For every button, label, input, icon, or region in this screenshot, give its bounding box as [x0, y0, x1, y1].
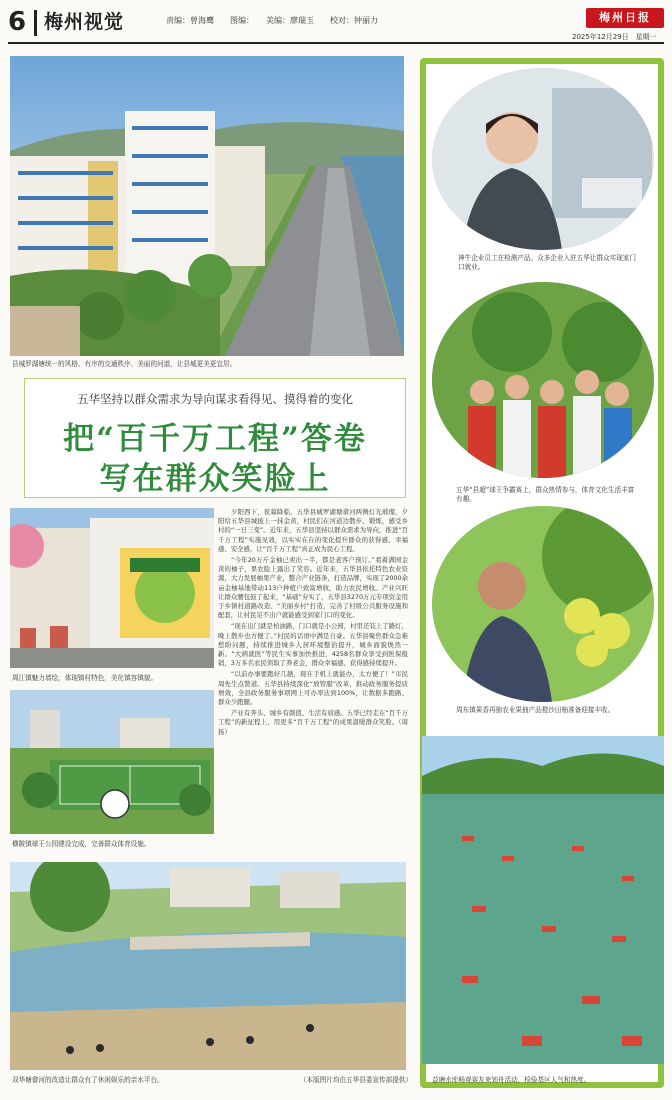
photo-paddleboard-race — [422, 736, 664, 1064]
section-title: 梅州视觉 — [44, 11, 125, 33]
article-paragraph: “今年20万斤金柚已卖出一半，都是老客户预订。”看着满园金黄的柚子，果农脸上露出了笑容。近年来，五华县依托特色农业资源，大力发展柚果产业，整合产业链条，打造品牌，实现了2000余亩金柚基地带动113户种植户致富增收，助力农民增收。产业兴旺让群众腰包鼓了起来，“基础”夯实了，五华县3270万元专项资金用于乡镇村道路改造、“美丽乡村”打造，完善了村级公共服务设施和配套，让村民足不出户就能感受到家门口的变化。 — [218, 556, 408, 620]
staff-credits: 责编：曾海鹰 图编： 美编：廖瑞玉 校对：钟丽力 — [166, 16, 378, 25]
article-body — [218, 508, 408, 838]
headline-line-2: 写在群众笑脸上 — [99, 461, 331, 497]
pomelo-farmer-illustration — [432, 506, 654, 702]
caption-football-park: 横陂镇球王公园建设完成，完善群众体育设施。 — [12, 840, 151, 848]
photo-pomelo-farmer — [432, 506, 654, 702]
caption-football-fans: 五华“县超”球王争霸赛上，群众热情参与，体育文化生活丰富有趣。 — [456, 486, 635, 503]
headline-box — [24, 378, 406, 498]
mural-street-illustration — [10, 508, 214, 668]
photo-riverside — [10, 862, 406, 1070]
article-paragraph: 产业有奔头、城乡有颜值、生活有质感。五华已经走在“百千万工程”的新征程上，用更多“百千万工程”的成果温暖群众笑脸。（周扬） — [218, 709, 408, 736]
football-park-illustration — [10, 690, 214, 834]
subheadline: 五华坚持以群众需求为导向谋求看得见、摸得着的变化 — [77, 392, 353, 406]
photo-factory-worker — [432, 68, 654, 250]
header-rule — [8, 42, 664, 44]
caption-riverside: 双华塘畲河的改造让群众有了休闲娱乐的亲水平台。 — [12, 1076, 164, 1084]
photo-mural-street — [10, 508, 214, 668]
photo-football-fans — [432, 282, 654, 478]
paddleboard-illustration — [422, 736, 664, 1064]
football-fans-illustration — [432, 282, 654, 478]
photo-credit: （本版图片均由五华县委宣传部提供） — [299, 1076, 412, 1084]
article-paragraph: “以前办事要跑好几趟，现在手机上就能办，太方便了！”市民周先生点赞道。五华县持续深化“放管服”改革，推动政务服务提质增效，全县政务服务事项网上可办率达到100%，让数据多跑路、群众少跑腿。 — [218, 670, 408, 707]
town-aerial-illustration — [10, 56, 404, 356]
article-paragraph: “现在出门就是柏油路，门口就是小公园，村里还装上了路灯，晚上散步也方便了。”村民的话语中满是自豪。五华县聚焦群众急难愁盼问题，持续推进城乡人居环境整治提升，城乡面貌焕然一新。“大病就医”等民生实事加快推进，4258名群众享受到医保报销，3万多名农民领取了养老金，群众幸福感、获得感持续提升。 — [218, 622, 408, 668]
newspaper-logo: 梅州日报 — [586, 8, 664, 28]
headline-line-1: 把“百千万工程”答卷 — [63, 421, 367, 457]
caption-factory-worker: 神牛企业员工在检测产品。众多企业入驻五华让群众实现家门口就业。 — [458, 254, 637, 271]
caption-pomelo-farmer: 周东镇果香再抽农业果抽产品橙沙田柚准备迎接丰收。 — [456, 706, 615, 714]
riverside-illustration — [10, 862, 406, 1070]
factory-worker-illustration — [432, 68, 654, 250]
article-paragraph: 夕阳西下，夜幕降临，五华县城罗湖塘畲河两侧灯光璀璨，夕阳给五华县城披上一抹金黄，村民们在河道边散步、锻炼，感受乡村的“一日三变”。近年来，五华县坚持以群众需求为导向，推进“百千万工程”实施见效，以实实在在的变化提升群众的获得感、幸福感、安全感，让“百千万工程”真正成为民心工程。 — [218, 508, 408, 553]
photo-football-park — [10, 690, 214, 834]
caption-mural-street: 周江镇魅力墙绘，体现镇村特色，美化镇容镇貌。 — [12, 674, 158, 682]
header-divider — [34, 10, 37, 36]
photo-town-aerial — [10, 56, 404, 356]
page-number: 6 — [8, 7, 27, 37]
issue-date: 2025年12月29日 星期一 — [572, 33, 657, 41]
caption-paddleboard-race: 益塘水库畅观赛友来划舟活动，检验基区人气和热度。 — [432, 1076, 591, 1084]
caption-town-aerial: 县城罗湖塘统一的风格、有序的交通秩序、美丽的河道，让县城更美更宜居。 — [12, 360, 237, 368]
